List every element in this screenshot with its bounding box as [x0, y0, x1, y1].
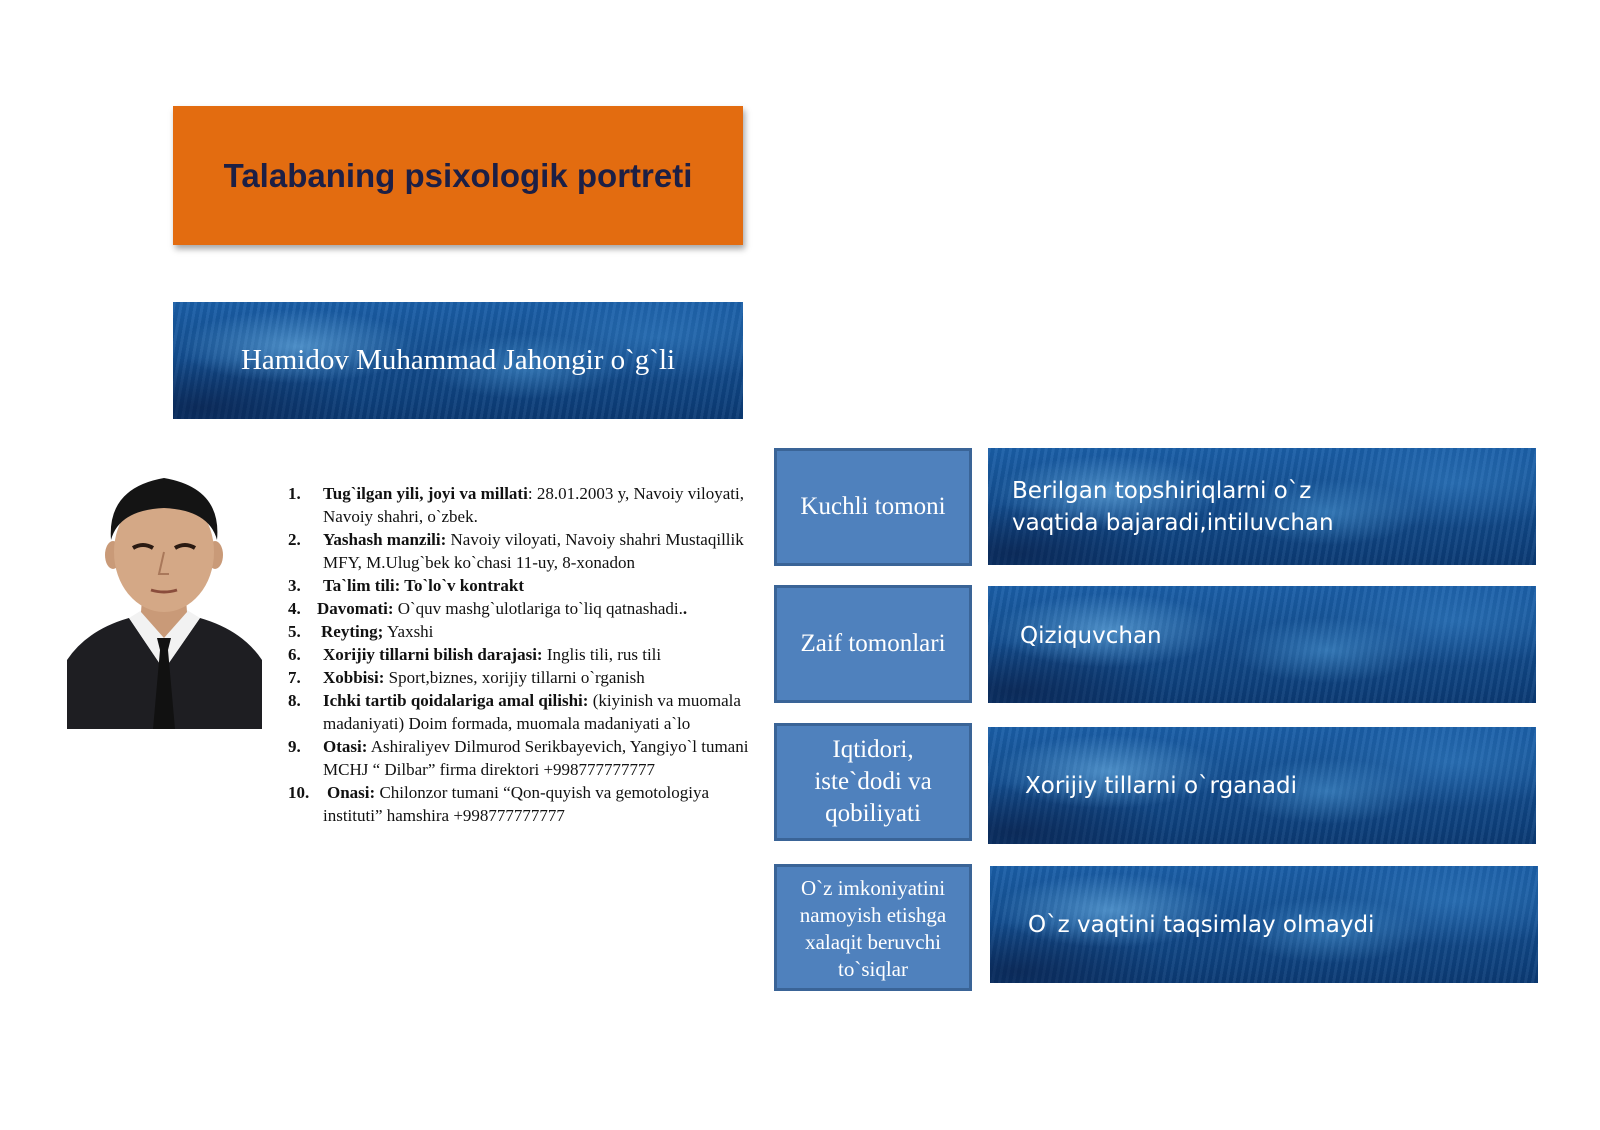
- info-item: 2. Yashash manzili: Navoiy viloyati, Navoiy shahri Mustaqillik MFY, M.Ulug`bek ko`chasi 11-uy, 8-xonadon: [288, 530, 744, 572]
- info-item: 3. Ta`lim tili: To`lo`v kontrakt: [288, 576, 525, 595]
- trait-label-talents: Iqtidori, iste`dodi va qobiliyati: [774, 723, 972, 841]
- trait-value-weaknesses: Qiziquvchan: [988, 586, 1536, 703]
- trait-value-strengths: Berilgan topshiriqlarni o`z vaqtida bajaradi,intiluvchan: [988, 448, 1536, 565]
- info-item: 8. Ichki tartib qoidalariga amal qilishi: (kiyinish va muomala madaniyati) Doim formada, muomala madaniyati a`lo: [288, 691, 741, 733]
- student-name: Hamidov Muhammad Jahongir o`g`li: [240, 344, 676, 376]
- trait-label-weaknesses: Zaif tomonlari: [774, 585, 972, 703]
- title-banner: [173, 106, 743, 245]
- info-item: 5. Reyting; Yaxshi: [288, 622, 434, 641]
- trait-label-strengths: Kuchli tomoni: [774, 448, 972, 566]
- info-item: 9. Otasi: Ashiraliyev Dilmurod Serikbayevich, Yangiyo`l tumani MCHJ “ Dilbar” firma direktori +998777777777: [288, 737, 749, 779]
- page-title: Talabaning psixologik portreti: [223, 156, 693, 194]
- info-item: 1. Tug`ilgan yili, joyi va millati: 28.01.2003 y, Navoiy viloyati, Navoiy shahri, o`zbek.: [288, 484, 744, 526]
- student-photo: [67, 470, 262, 729]
- info-item: 7. Xobbisi: Sport,biznes, xorijiy tillarni o`rganish: [288, 668, 645, 687]
- trait-value-obstacles: O`z vaqtini taqsimlay olmaydi: [990, 866, 1538, 983]
- trait-value-talents: Xorijiy tillarni o`rganadi: [988, 727, 1536, 844]
- info-item: 6. Xorijiy tillarni bilish darajasi: Inglis tili, rus tili: [288, 645, 662, 664]
- trait-label-obstacles: O`z imkoniyatini namoyish etishga xalaqit beruvchi to`siqlar: [774, 864, 972, 991]
- info-item: 10. Onasi: Chilonzor tumani “Qon-quyish va gemotologiya instituti” hamshira +998777777777: [288, 783, 709, 825]
- info-item: 4. Davomati: O`quv mashg`ulotlariga to`liq qatnashadi..: [288, 599, 688, 618]
- student-name-banner: [173, 302, 743, 419]
- student-info-list: [288, 482, 763, 827]
